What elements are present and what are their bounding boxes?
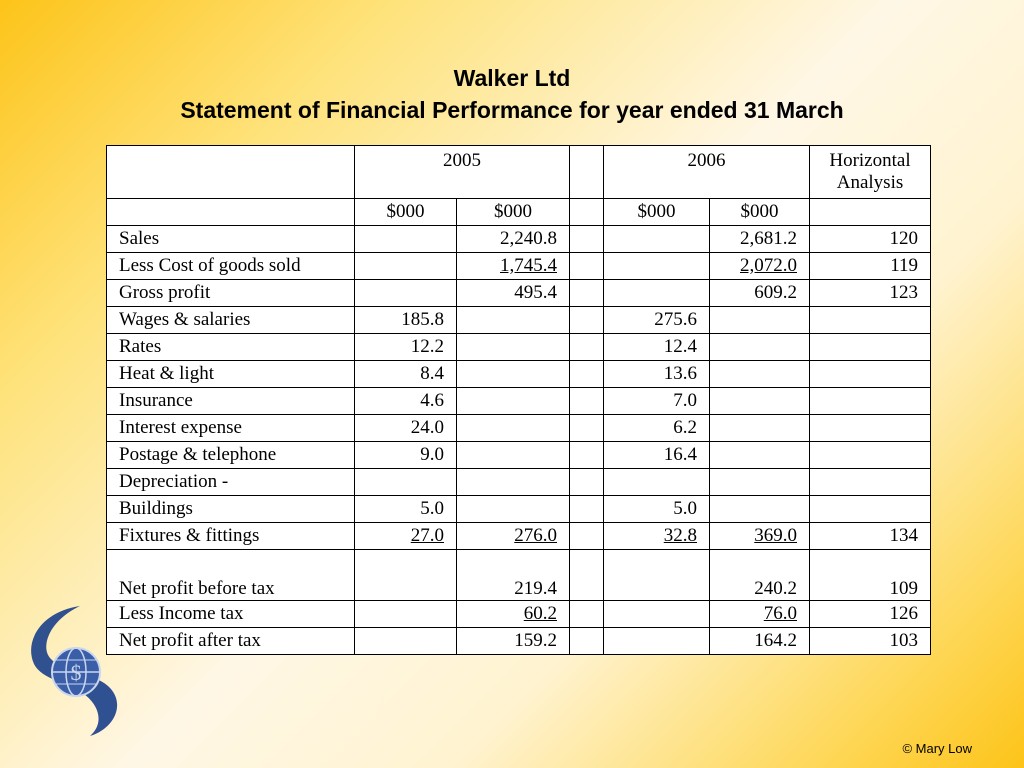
row-label: Less Cost of goods sold bbox=[107, 253, 355, 280]
copyright-notice: © Mary Low bbox=[902, 741, 972, 756]
table-row bbox=[107, 550, 931, 601]
unit-header: $000 bbox=[457, 199, 570, 226]
cell-value: 2,681.2 bbox=[710, 226, 810, 253]
analysis-value: 126 bbox=[810, 601, 931, 628]
table-row bbox=[107, 415, 931, 442]
svg-text:$: $ bbox=[70, 660, 82, 685]
year1-header: 2005 bbox=[355, 146, 570, 199]
table-row bbox=[107, 361, 931, 388]
cell-value: 369.0 bbox=[754, 525, 797, 546]
row-label: Interest expense bbox=[107, 415, 355, 442]
cell-value: 159.2 bbox=[457, 628, 570, 655]
unit-header: $000 bbox=[355, 199, 457, 226]
row-label: Net profit after tax bbox=[107, 628, 355, 655]
row-label: Less Income tax bbox=[107, 601, 355, 628]
slide-title bbox=[0, 62, 1024, 126]
table-row bbox=[107, 523, 931, 550]
company-name: Walker Ltd bbox=[453, 65, 571, 91]
row-label: Postage & telephone bbox=[107, 442, 355, 469]
table-row bbox=[107, 496, 931, 523]
cell-value: 1,745.4 bbox=[500, 255, 557, 276]
cell-value: 24.0 bbox=[355, 415, 457, 442]
globe-dollar-swirl-icon bbox=[20, 602, 130, 742]
row-label: Wages & salaries bbox=[107, 307, 355, 334]
cell-value: 164.2 bbox=[710, 628, 810, 655]
header-blank bbox=[107, 146, 355, 199]
table-row bbox=[107, 280, 931, 307]
cell-value: 5.0 bbox=[355, 496, 457, 523]
row-label: Insurance bbox=[107, 388, 355, 415]
row-label: Gross profit bbox=[107, 280, 355, 307]
table-row bbox=[107, 469, 931, 496]
cell-value: 2,240.8 bbox=[457, 226, 570, 253]
statement-title: Statement of Financial Performance for year ended 31 March bbox=[180, 97, 844, 123]
row-label: Heat & light bbox=[107, 361, 355, 388]
cell-value: 7.0 bbox=[604, 388, 710, 415]
cell-value: 2,072.0 bbox=[740, 255, 797, 276]
table-row bbox=[107, 253, 931, 280]
row-label: Sales bbox=[107, 226, 355, 253]
unit-header: $000 bbox=[604, 199, 710, 226]
cell-value: 219.4 bbox=[457, 550, 570, 601]
analysis-value: 120 bbox=[810, 226, 931, 253]
cell-value: 12.4 bbox=[604, 334, 710, 361]
table-row bbox=[107, 307, 931, 334]
cell-value: 276.0 bbox=[514, 525, 557, 546]
row-label: Rates bbox=[107, 334, 355, 361]
cell-value: 185.8 bbox=[355, 307, 457, 334]
table-row bbox=[107, 601, 931, 628]
cell-value: 240.2 bbox=[710, 550, 810, 601]
header-row-units bbox=[107, 199, 931, 226]
row-label: Net profit before tax bbox=[107, 550, 355, 601]
header-row-years bbox=[107, 146, 931, 199]
cell-value: 6.2 bbox=[604, 415, 710, 442]
table-row bbox=[107, 334, 931, 361]
cell-value: 5.0 bbox=[604, 496, 710, 523]
analysis-value: 119 bbox=[810, 253, 931, 280]
cell-value: 32.8 bbox=[663, 525, 697, 546]
cell-value: 12.2 bbox=[355, 334, 457, 361]
table-row bbox=[107, 628, 931, 655]
cell-value: 495.4 bbox=[457, 280, 570, 307]
cell-value: 275.6 bbox=[604, 307, 710, 334]
financial-statement-table bbox=[106, 145, 931, 655]
spacer-cell bbox=[570, 146, 604, 199]
cell-value: 9.0 bbox=[355, 442, 457, 469]
table-row bbox=[107, 226, 931, 253]
analysis-value: 103 bbox=[810, 628, 931, 655]
cell-value: 27.0 bbox=[410, 525, 444, 546]
table-row bbox=[107, 442, 931, 469]
cell-value: 16.4 bbox=[604, 442, 710, 469]
year2-header: 2006 bbox=[604, 146, 810, 199]
cell-value: 76.0 bbox=[763, 603, 797, 624]
horizontal-analysis-header: Horizontal Analysis bbox=[810, 146, 931, 199]
cell-value: 8.4 bbox=[355, 361, 457, 388]
row-label: Buildings bbox=[107, 496, 355, 523]
unit-header: $000 bbox=[710, 199, 810, 226]
analysis-value: 109 bbox=[810, 550, 931, 601]
cell-value: 4.6 bbox=[355, 388, 457, 415]
analysis-value: 123 bbox=[810, 280, 931, 307]
row-label: Depreciation - bbox=[107, 469, 355, 496]
table-row bbox=[107, 388, 931, 415]
analysis-value: 134 bbox=[810, 523, 931, 550]
cell-value: 13.6 bbox=[604, 361, 710, 388]
cell-value: 609.2 bbox=[710, 280, 810, 307]
row-label: Fixtures & fittings bbox=[107, 523, 355, 550]
cell-value: 60.2 bbox=[523, 603, 557, 624]
